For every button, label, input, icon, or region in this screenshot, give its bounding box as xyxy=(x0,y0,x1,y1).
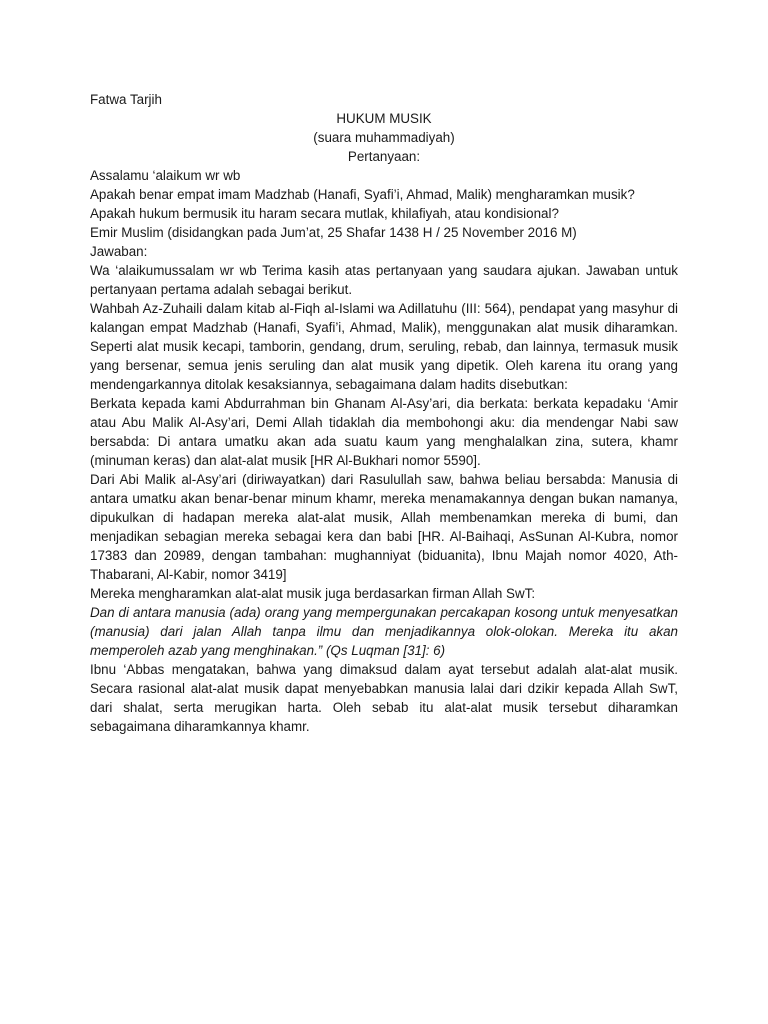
paragraph-hadith-bukhari: Berkata kepada kami Abdurrahman bin Ghanam Al-Asy’ari, dia berkata: berkata kepadaku ‘Amir atau Abu Malik Al-Asy’ari, Demi Allah tidaklah dia membohongi aku: dia mendengar Nabi saw bersabda: Di antara umatku akan ada suatu kaum yang menghalalkan zina, sutera, khamr (minuman keras) dan alat-alat musik [HR Al-Bukhari nomor 5590]. xyxy=(90,396,678,468)
asker-info: Emir Muslim (disidangkan pada Jum’at, 25 Shafar 1438 H / 25 November 2016 M) xyxy=(90,225,577,240)
answer-intro: Wa ‘alaikumussalam wr wb Terima kasih atas pertanyaan yang saudara ajukan. Jawaban untuk pertanyaan pertama adalah sebagai berikut. xyxy=(90,263,678,297)
document-title: HUKUM MUSIK xyxy=(336,111,432,126)
greeting: Assalamu ‘alaikum wr wb xyxy=(90,168,241,183)
document-body xyxy=(90,90,678,736)
document-source: (suara muhammadiyah) xyxy=(313,130,455,145)
paragraph-hadith-baihaqi: Dari Abi Malik al-Asy’ari (diriwayatkan) dari Rasulullah saw, bahwa beliau bersabda: Manusia di antara umatku akan benar-benar minum khamr, mereka menamakannya dengan bukan namanya, dipukulkan di hadapan mereka alat-alat musik, Allah membenamkan mereka di bumi, dan menjadikan sebagian mereka sebagai kera dan babi [HR. Al-Baihaqi, AsSunan Al-Kubra, nomor 17383 dan 20989, dengan tambahan: mughanniyat (biduanita), Ibnu Majah nomor 4020, Ath-Thabarani, Al-Kabir, nomor 3419] xyxy=(90,472,678,582)
paragraph-ibnu-abbas: Ibnu ‘Abbas mengatakan, bahwa yang dimaksud dalam ayat tersebut adalah alat-alat musik. Secara rasional alat-alat musik dapat menyebabkan manusia lalai dari dzikir kepada Allah SwT, dari shalat, serta merugikan harta. Oleh sebab itu alat-alat musik tersebut diharamkan sebagaimana diharamkannya khamr. xyxy=(90,662,678,734)
question-2: Apakah hukum bermusik itu haram secara mutlak, khilafiyah, atau kondisional? xyxy=(90,206,559,221)
answer-heading: Jawaban: xyxy=(90,244,148,259)
question-heading: Pertanyaan: xyxy=(347,149,421,164)
quran-quote: Dan di antara manusia (ada) orang yang mempergunakan percakapan kosong untuk menyesatkan (manusia) dari jalan Allah tanpa ilmu dan menjadikannya olok-olokan. Mereka itu akan memperoleh azab yang menghinakan.” (Qs Luqman [31]: 6) xyxy=(90,605,678,658)
document-label: Fatwa Tarjih xyxy=(90,92,162,107)
question-1: Apakah benar empat imam Madzhab (Hanafi, Syafi’i, Ahmad, Malik) mengharamkan musik? xyxy=(90,187,635,202)
paragraph-firman: Mereka mengharamkan alat-alat musik juga berdasarkan firman Allah SwT: xyxy=(90,586,536,601)
paragraph-wahbah: Wahbah Az-Zuhaili dalam kitab al-Fiqh al-Islami wa Adillatuhu (III: 564), pendapat yang masyhur di kalangan empat Madzhab (Hanafi, Syafi’i, Ahmad, Malik), menggunakan alat musik diharamkan. Seperti alat musik kecapi, tamborin, gendang, drum, seruling, rebab, dan lainnya, termasuk musik yang bersenar, semua jenis seruling dan alat musik yang dipetik. Oleh karena itu orang yang mendengarkannya ditolak kesaksiannya, sebagaimana dalam hadits disebutkan: xyxy=(90,301,678,392)
